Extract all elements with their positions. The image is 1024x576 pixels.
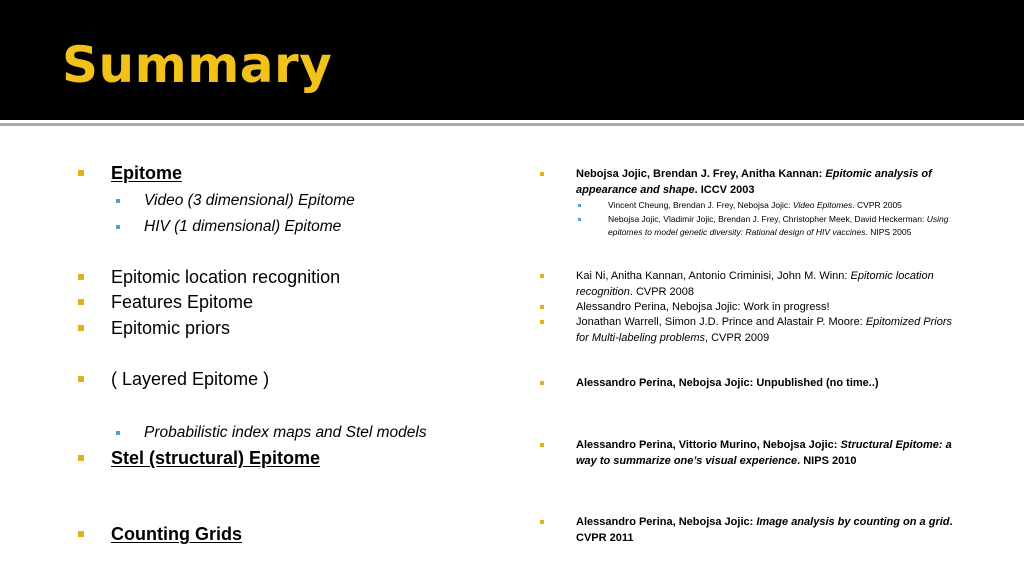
ref-authors: Vincent Cheung, Brendan J. Frey, Nebojsa Jojic: (608, 200, 793, 210)
bullet-square-icon (78, 325, 84, 331)
bullet-square-icon (540, 381, 544, 385)
ref-text: Alessandro Perina, Nebojsa Jojic: Unpublished (no time..) (576, 377, 879, 389)
bullet-small-icon (578, 218, 581, 221)
ref-venue: . NIPS 2010 (797, 455, 857, 467)
bullet-square-icon (540, 443, 544, 447)
ref-text: Alessandro Perina, Nebojsa Jojic: Work in progress! (576, 301, 830, 313)
ref-title: Using epitomes to model genetic diversity: Rational design of HIV vaccines (608, 214, 949, 237)
bullet-square-icon (78, 299, 84, 305)
ref-title: Structural Epitome: a way to summarize one’s visual experience (576, 439, 952, 467)
bullet-small-icon (116, 225, 120, 229)
bullet-small-icon (116, 431, 120, 435)
ref-authors: Alessandro Perina, Vittorio Murino, Nebojsa Jojic: (576, 439, 841, 451)
item-label: Stel (structural) Epitome (111, 448, 321, 468)
ref-authors: Nebojsa Jojic, Brendan J. Frey, Anitha Kannan: (576, 168, 826, 180)
reference-3 (576, 299, 966, 315)
sub-item-label: HIV (1 dimensional) Epitome (144, 218, 342, 235)
bullet-square-icon (540, 320, 544, 324)
bullet-square-icon (540, 274, 544, 278)
sub-item-label: Video (3 dimensional) Epitome (144, 192, 355, 209)
item-label: Features Epitome (111, 292, 254, 312)
bullet-square-icon (78, 274, 84, 280)
reference-1 (576, 166, 966, 198)
item-label: Epitomic priors (111, 318, 231, 338)
ref-venue: . NIPS 2005 (865, 227, 912, 237)
ref-title: Epitomic location recognition (576, 270, 934, 298)
bullet-square-icon (78, 531, 84, 537)
ref-authors: Jonathan Warrell, Simon J.D. Prince and Alastair P. Moore: (576, 316, 866, 328)
ref-venue: . CVPR 2005 (852, 200, 902, 210)
slide-title: Summary (62, 36, 333, 94)
bullet-square-icon (540, 305, 544, 309)
reference-4 (576, 314, 966, 346)
bullet-square-icon (540, 520, 544, 524)
ref-title: Epitomized Priors for Multi-labeling problems (576, 316, 953, 344)
bullet-square-icon (78, 376, 84, 382)
sub-item-label: Probabilistic index maps and Stel models (144, 424, 427, 441)
ref-title: Image analysis by counting on a grid (756, 516, 950, 528)
ref-authors: Alessandro Perina, Nebojsa Jojic: (576, 516, 757, 528)
bullet-small-icon (116, 199, 120, 203)
ref-title: Video Epitomes (792, 200, 853, 210)
reference-1b (608, 213, 968, 239)
bullet-square-icon (78, 170, 84, 176)
item-label: Epitomic location recognition (111, 267, 341, 287)
reference-6 (576, 437, 966, 469)
ref-venue: , CVPR 2009 (705, 332, 770, 344)
bullet-small-icon (578, 204, 581, 207)
reference-7 (576, 514, 966, 546)
reference-5 (576, 375, 966, 391)
item-label: ( Layered Epitome ) (111, 369, 270, 389)
ref-venue: . ICCV 2003 (694, 184, 755, 196)
reference-2 (576, 268, 966, 300)
bullet-square-icon (78, 455, 84, 461)
item-label: Epitome (111, 163, 183, 183)
bullet-square-icon (540, 172, 544, 176)
ref-venue: . CVPR 2008 (629, 286, 695, 298)
ref-title: Epitomic analysis of appearance and shape (576, 168, 932, 196)
ref-authors: Nebojsa Jojic, Vladimir Jojic, Brendan J. Frey, Christopher Meek, David Heckerman: (608, 214, 927, 224)
references-column (540, 0, 980, 576)
item-label: Counting Grids (111, 524, 242, 544)
ref-authors: Kai Ni, Anitha Kannan, Antonio Criminisi, John M. Winn: (576, 270, 851, 282)
ref-venue: . CVPR 2011 (576, 516, 953, 544)
reference-1a (608, 199, 968, 212)
